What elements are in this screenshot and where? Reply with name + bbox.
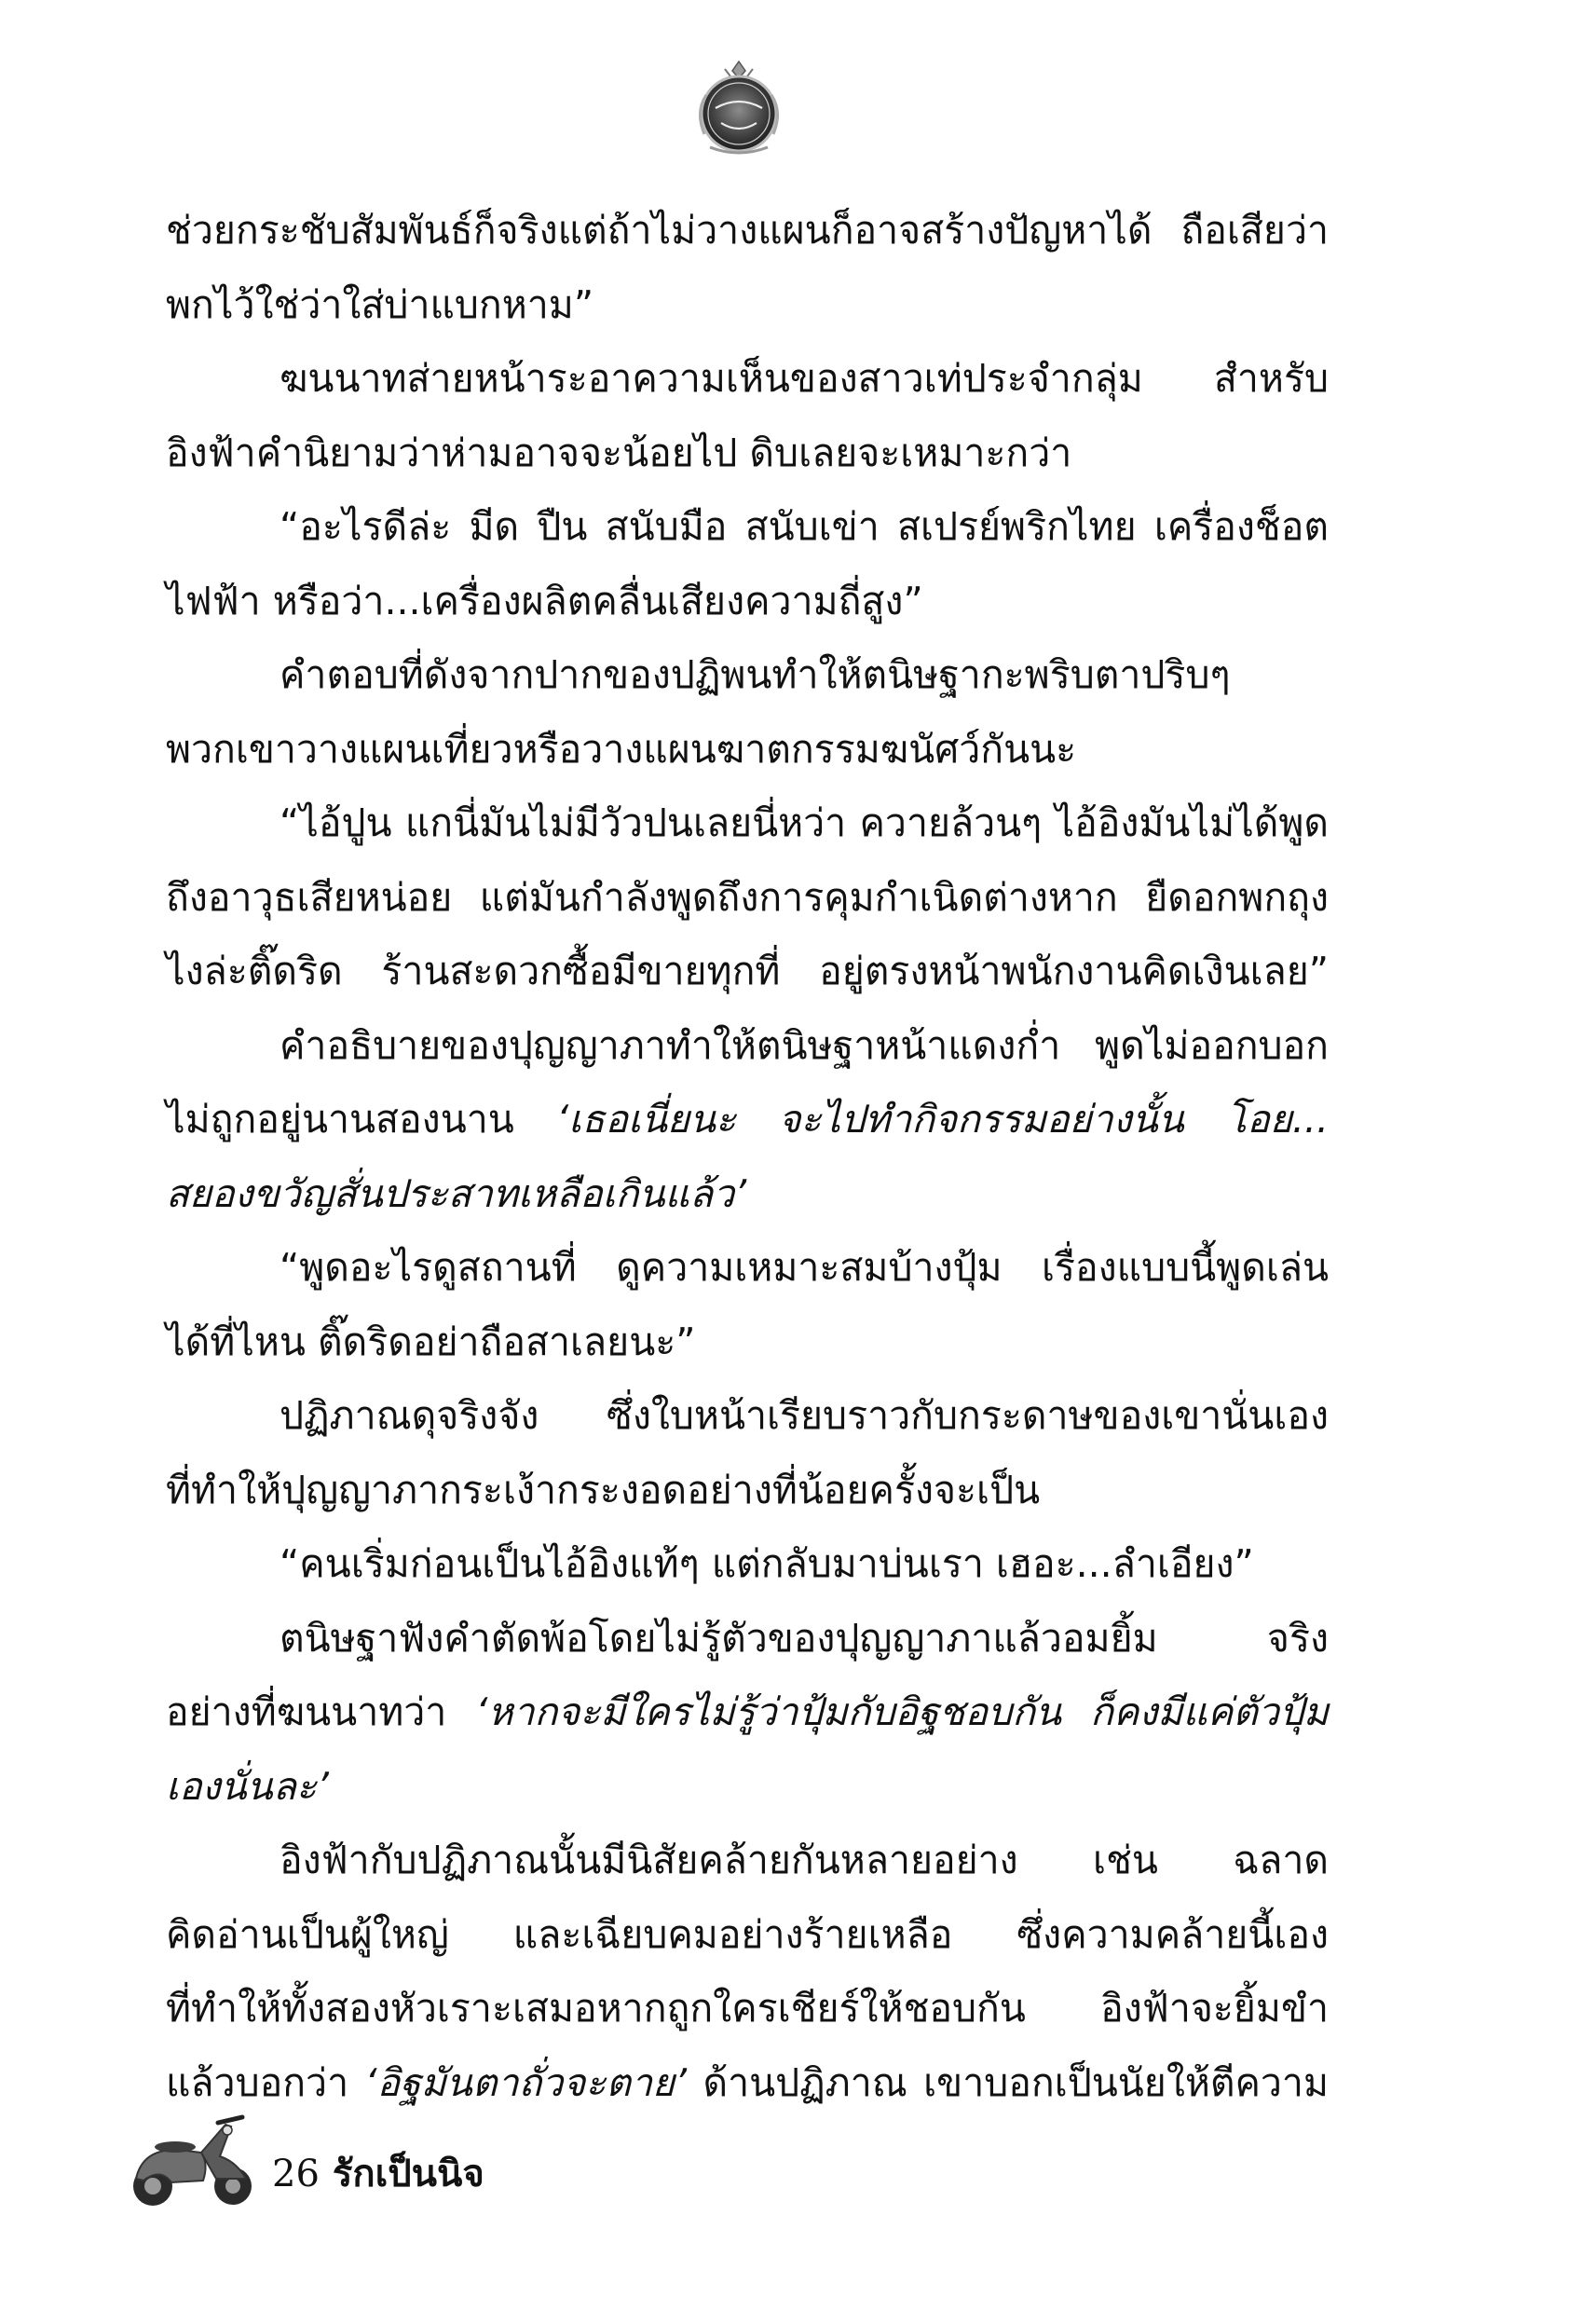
line-text: คิดอ่านเป็นผู้ใหญ่ และเฉียบคมอย่างร้ายเหลือ ซึ่งความคล้ายนี้เอง (166, 1911, 1329, 1957)
line-text: “อะไรดีล่ะ มีด ปืน สนับมือ สนับเข่า สเปรย์พริกไทย เครื่องช็อต (280, 504, 1329, 549)
text-line (166, 638, 1329, 713)
italic-text: ‘เธอเนี่ยนะ จะไปทำกิจกรรมอย่างนั้น โอย... (556, 1097, 1329, 1142)
line-text: ฆนนาทส่ายหน้าระอาความเห็นของสาวเท่ประจำกลุ่ม สำหรับ (280, 356, 1329, 401)
italic-text: ‘อิฐมันตาถั่วจะตาย’ (364, 2059, 688, 2105)
italic-text: สยองขวัญสั่นประสาทเหลือเกินแล้ว’ (166, 1170, 747, 1216)
line-text: “ไอ้ปูน แกนี่มันไม่มีวัวปนเลยนี่หว่า ควายล้วนๆ ไอ้อิงมันไม่ได้พูด (280, 800, 1329, 845)
line-text: ได้ที่ไหน ติ๊ดริดอย่าถือสาเลยนะ” (166, 1319, 696, 1364)
line-text: “พูดอะไรดูสถานที่ ดูความเหมาะสมบ้างปุ้ม เรื่องแบบนี้พูดเล่น (280, 1245, 1329, 1290)
line-text: ตนิษฐาฟังคำตัดพ้อโดยไม่รู้ตัวของปุญญาภาแล้วอมยิ้ม จริง (280, 1615, 1329, 1661)
text-line (166, 1454, 1329, 1528)
italic-text: เองนั่นละ’ (166, 1763, 329, 1809)
text-line (166, 713, 1329, 787)
text-line (166, 490, 1329, 565)
scooter-icon (123, 2108, 263, 2210)
line-text: ไม่ถูกอยู่นานสองนาน (166, 1097, 557, 1142)
line-text: พวกเขาวางแผนเที่ยวหรือวางแผนฆาตกรรมฆนัศว์กันนะ (166, 726, 1077, 772)
line-text: ถึงอาวุธเสียหน่อย แต่มันกำลังพูดถึงการคุมกำเนิดต่างหาก ยืดอกพกถุง (166, 874, 1329, 920)
line-text: คำตอบที่ดังจากปากของปฏิพนทำให้ตนิษฐากะพริบตาปริบๆ (280, 652, 1231, 697)
line-text: ช่วยกระชับสัมพันธ์ก็จริงแต่ถ้าไม่วางแผนก็อาจสร้างปัญหาได้ ถือเสียว่า (166, 208, 1329, 253)
text-line (166, 268, 1329, 343)
text-line (166, 1750, 1329, 1825)
text-line (166, 1824, 1329, 1898)
body-text (166, 194, 1329, 2120)
text-line (166, 1306, 1329, 1380)
line-text: ที่ทำให้ทั้งสองหัวเราะเสมอหากถูกใครเชียร์ให้ชอบกัน อิงฟ้าจะยิ้มขำ (166, 1986, 1329, 2031)
line-text: อิงฟ้ากับปฏิภาณนั้นมีนิสัยคล้ายกันหลายอย่าง เช่น ฉลาด (280, 1838, 1329, 1882)
text-line (166, 1972, 1329, 2046)
line-text: อย่างที่ฆนนาทว่า (166, 1689, 476, 1734)
text-line (166, 1602, 1329, 1676)
text-line (166, 935, 1329, 1009)
line-text: ไงล่ะติ๊ดริด ร้านสะดวกซื้อมีขายทุกที่ อยู่ตรงหน้าพนักงานคิดเงินเลย” (166, 949, 1329, 993)
line-text: คำอธิบายของปุญญาภาทำให้ตนิษฐาหน้าแดงก่ำ พูดไม่ออกบอก (280, 1022, 1329, 1068)
text-line (166, 1898, 1329, 1973)
line-text: พกไว้ใช่ว่าใส่บ่าแบกหาม” (166, 281, 594, 327)
text-line (166, 194, 1329, 268)
page-footer (123, 2108, 775, 2210)
line-text: ปฏิภาณดุจริงจัง ซึ่งใบหน้าเรียบราวกับกระดาษของเขานั่นเอง (280, 1393, 1329, 1438)
book-title: รักเป็นนิจ (332, 2153, 484, 2195)
line-text: แล้วบอกว่า (166, 2059, 365, 2105)
page-label (272, 2143, 484, 2203)
text-line (166, 1231, 1329, 1306)
page-number: 26 (272, 2153, 320, 2195)
text-line (166, 565, 1329, 639)
text-line (166, 786, 1329, 861)
text-line (166, 1083, 1329, 1157)
text-line (166, 1675, 1329, 1750)
text-line (166, 1009, 1329, 1084)
line-text: “คนเริ่มก่อนเป็นไอ้อิงแท้ๆ แต่กลับมาบ่นเรา เฮอะ...ลำเอียง” (280, 1541, 1254, 1586)
line-text: อิงฟ้าคำนิยามว่าห่ามอาจจะน้อยไป ดิบเลยจะเหมาะกว่า (166, 430, 1072, 475)
line-text: ไฟฟ้า หรือว่า...เครื่องผลิตคลื่นเสียงความถี่สูง” (166, 578, 923, 623)
text-line (166, 342, 1329, 417)
publisher-emblem-icon (688, 58, 790, 162)
line-text: ที่ทำให้ปุญญาภากระเง้ากระงอดอย่างที่น้อยครั้งจะเป็น (166, 1467, 1041, 1512)
text-line (166, 417, 1329, 491)
line-text: ด้านปฏิภาณ เขาบอกเป็นนัยให้ตีความ (687, 2059, 1329, 2105)
text-line (166, 1379, 1329, 1454)
text-line (166, 1157, 1329, 1232)
italic-text: ‘หากจะมีใครไม่รู้ว่าปุ้มกับอิฐชอบกัน ก็คงมีแค่ตัวปุ้ม (475, 1689, 1329, 1734)
text-line (166, 1527, 1329, 1602)
text-line (166, 861, 1329, 936)
